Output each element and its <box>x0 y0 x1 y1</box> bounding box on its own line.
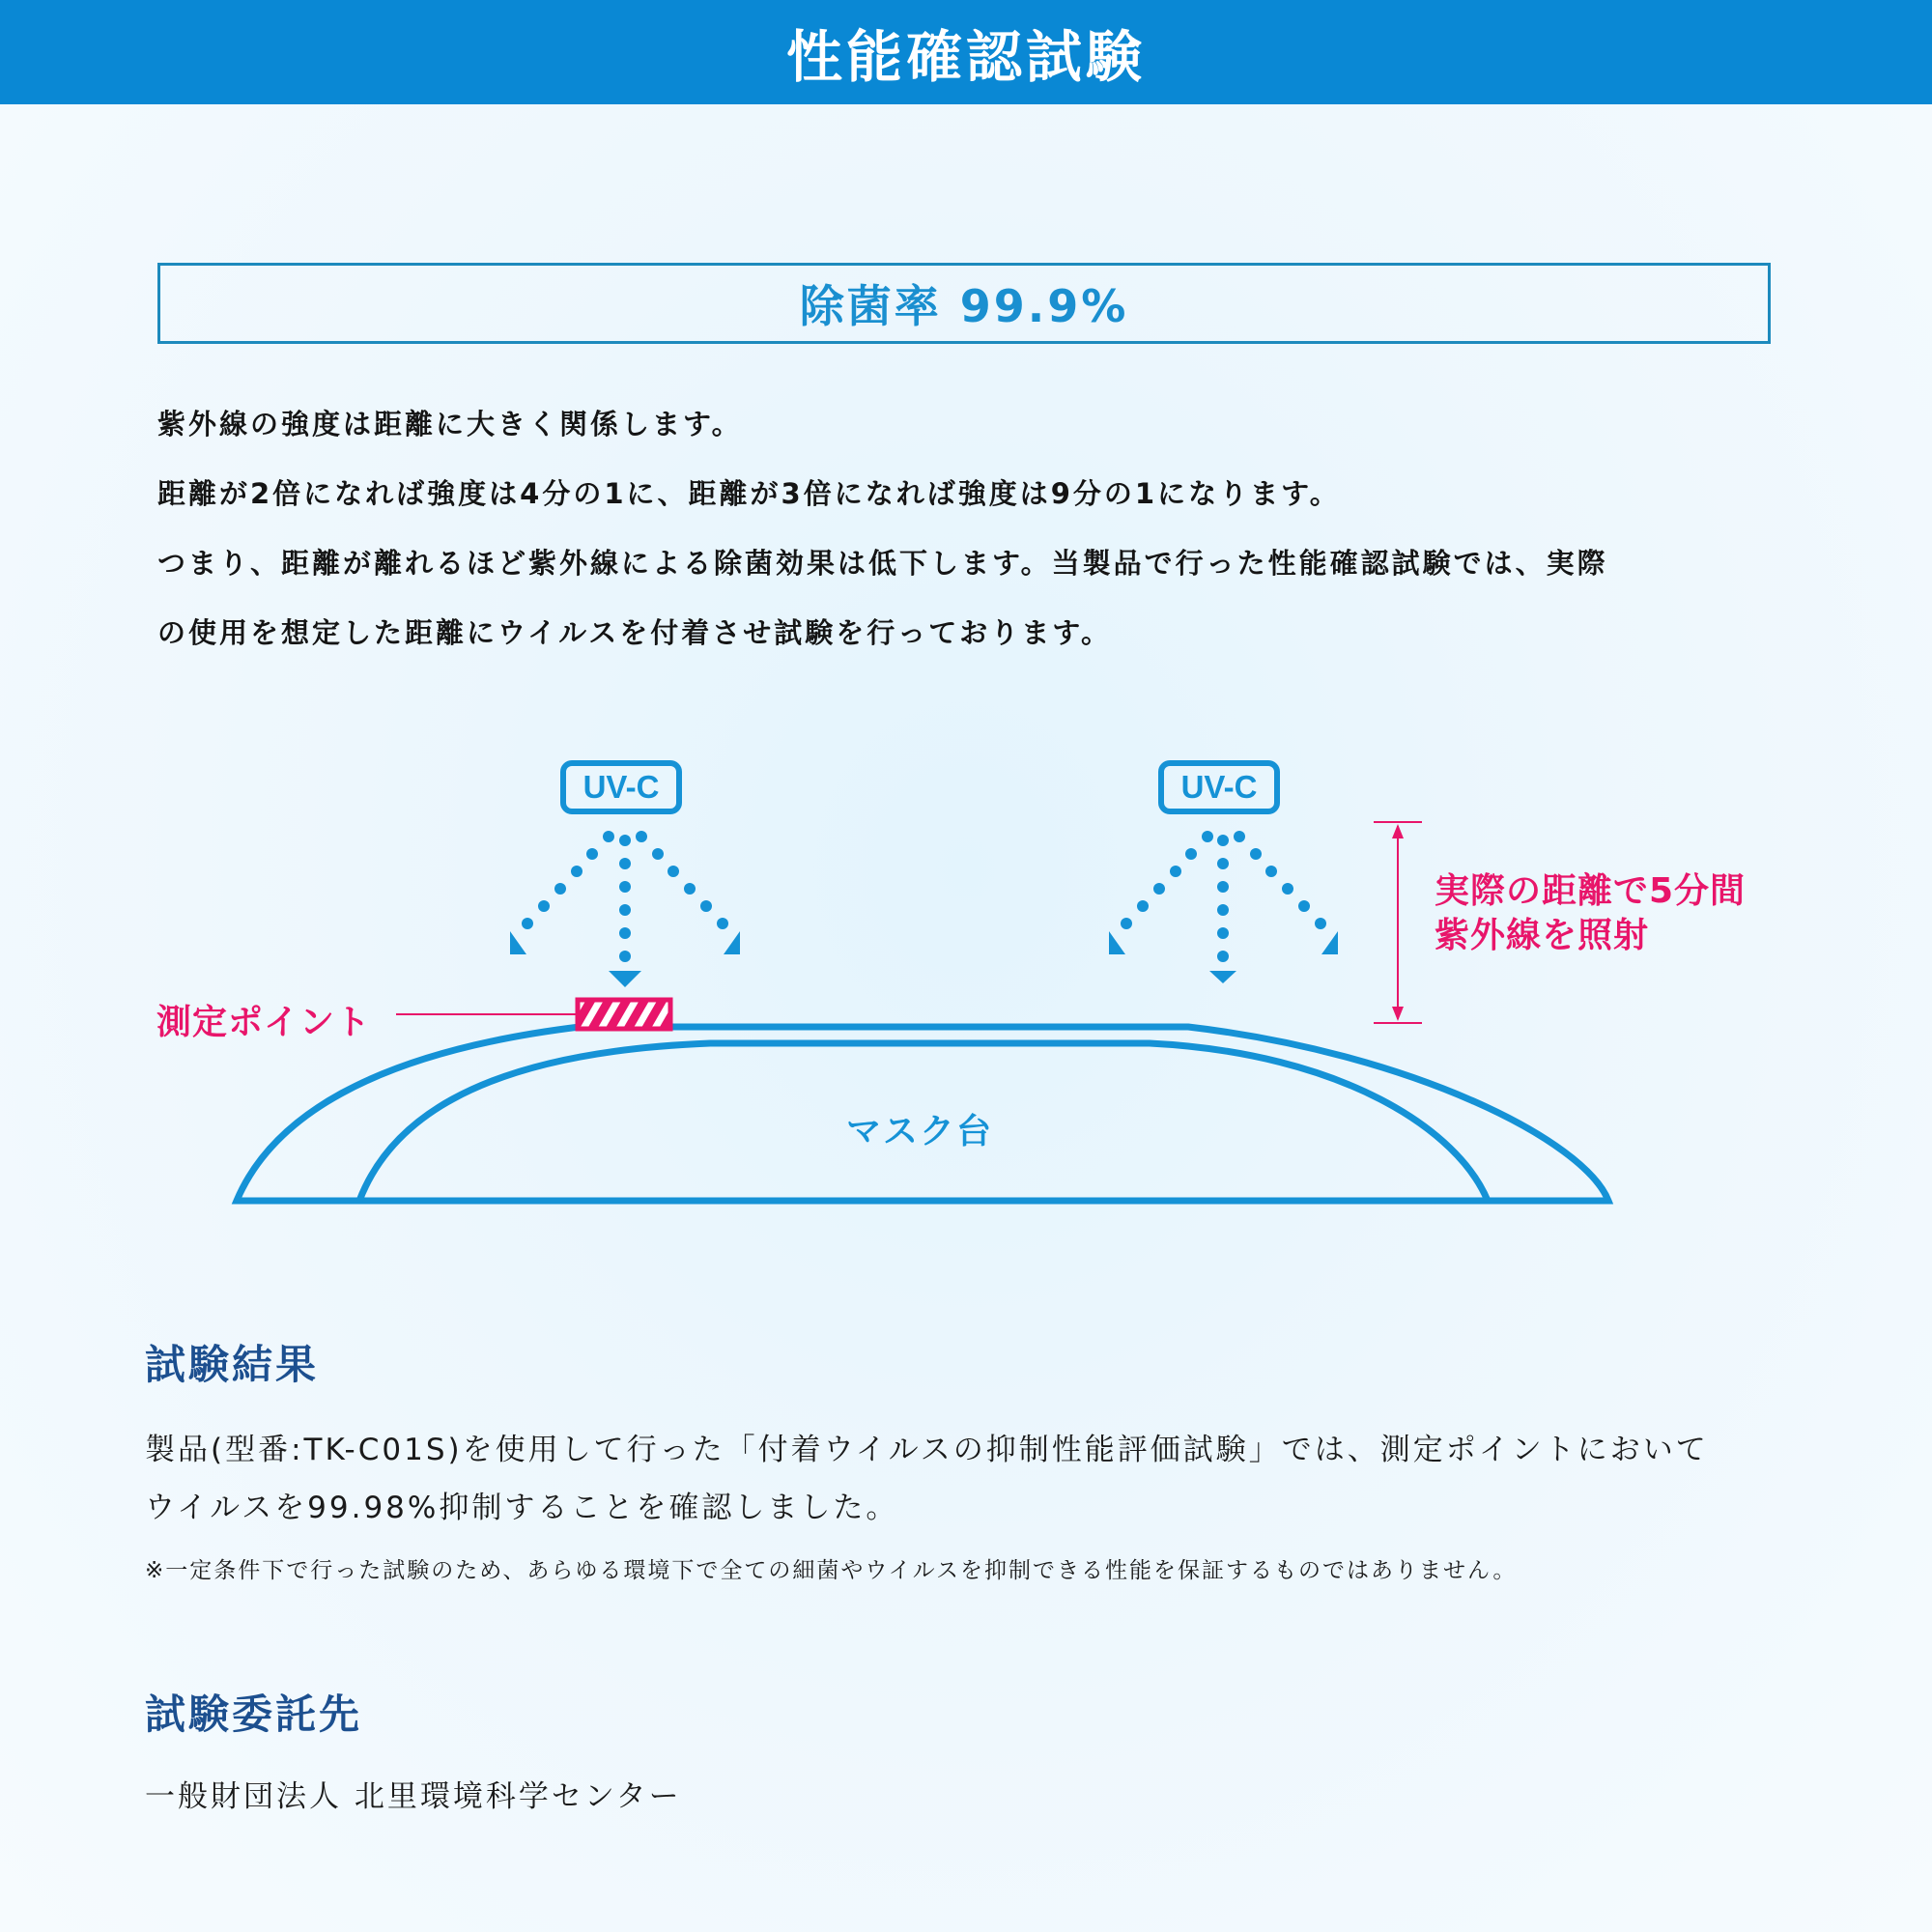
distance-note <box>1435 869 1746 958</box>
distance-note-line2: 紫外線を照射 <box>1435 916 1650 955</box>
test-diagram <box>0 734 1932 1236</box>
intro-line: つまり、距離が離れるほど紫外線による除菌効果は低下します。当製品で行った性能確認試験では、実際 <box>157 547 1608 580</box>
results-line: 製品(型番:TK-C01S)を使用して行った「付着ウイルスの抑制性能評価試験」では、測定ポイントにおいて <box>145 1433 1709 1467</box>
intro-line: 紫外線の強度は距離に大きく関係します。 <box>157 408 743 440</box>
intro-line: 距離が2倍になれば強度は4分の1に、距離が3倍になれば強度は9分の1になります。 <box>157 477 1341 510</box>
sterilization-rate-text: 除菌率 99.9% <box>799 280 1129 332</box>
distance-note-line1: 実際の距離で5分間 <box>1435 871 1747 911</box>
disclaimer-note: ※一定条件下で行った試験のため、あらゆる環境下で全ての細菌やウイルスを抑制できる性能を保証するものではありません。 <box>145 1558 1518 1583</box>
intro-line: の使用を想定した距離にウイルスを付着させ試験を行っております。 <box>157 616 1112 649</box>
results-line: ウイルスを99.98%抑制することを確認しました。 <box>145 1491 899 1525</box>
measure-point-label: 測定ポイント <box>156 1003 372 1042</box>
mask-stand-label: マスク台 <box>846 1112 994 1151</box>
uvc-lamp-left: UV-C <box>560 760 682 814</box>
intro-paragraph <box>157 396 1800 674</box>
uvc-lamp-right: UV-C <box>1158 760 1280 814</box>
measure-point-marker <box>578 1000 670 1029</box>
uv-rays-right-icon <box>1109 831 1338 983</box>
contractor-name: 一般財団法人 北里環境科学センター <box>145 1779 682 1814</box>
results-title: 試験結果 <box>145 1341 320 1388</box>
page-title: 性能確認試験 <box>785 24 1146 90</box>
sterilization-rate-box <box>157 263 1771 344</box>
contractor-title: 試験委託先 <box>145 1690 363 1738</box>
page-header <box>0 0 1932 104</box>
uv-rays-left-icon <box>510 831 740 987</box>
distance-indicator-icon <box>1374 822 1422 1023</box>
diagram-graphics <box>0 734 1932 1236</box>
